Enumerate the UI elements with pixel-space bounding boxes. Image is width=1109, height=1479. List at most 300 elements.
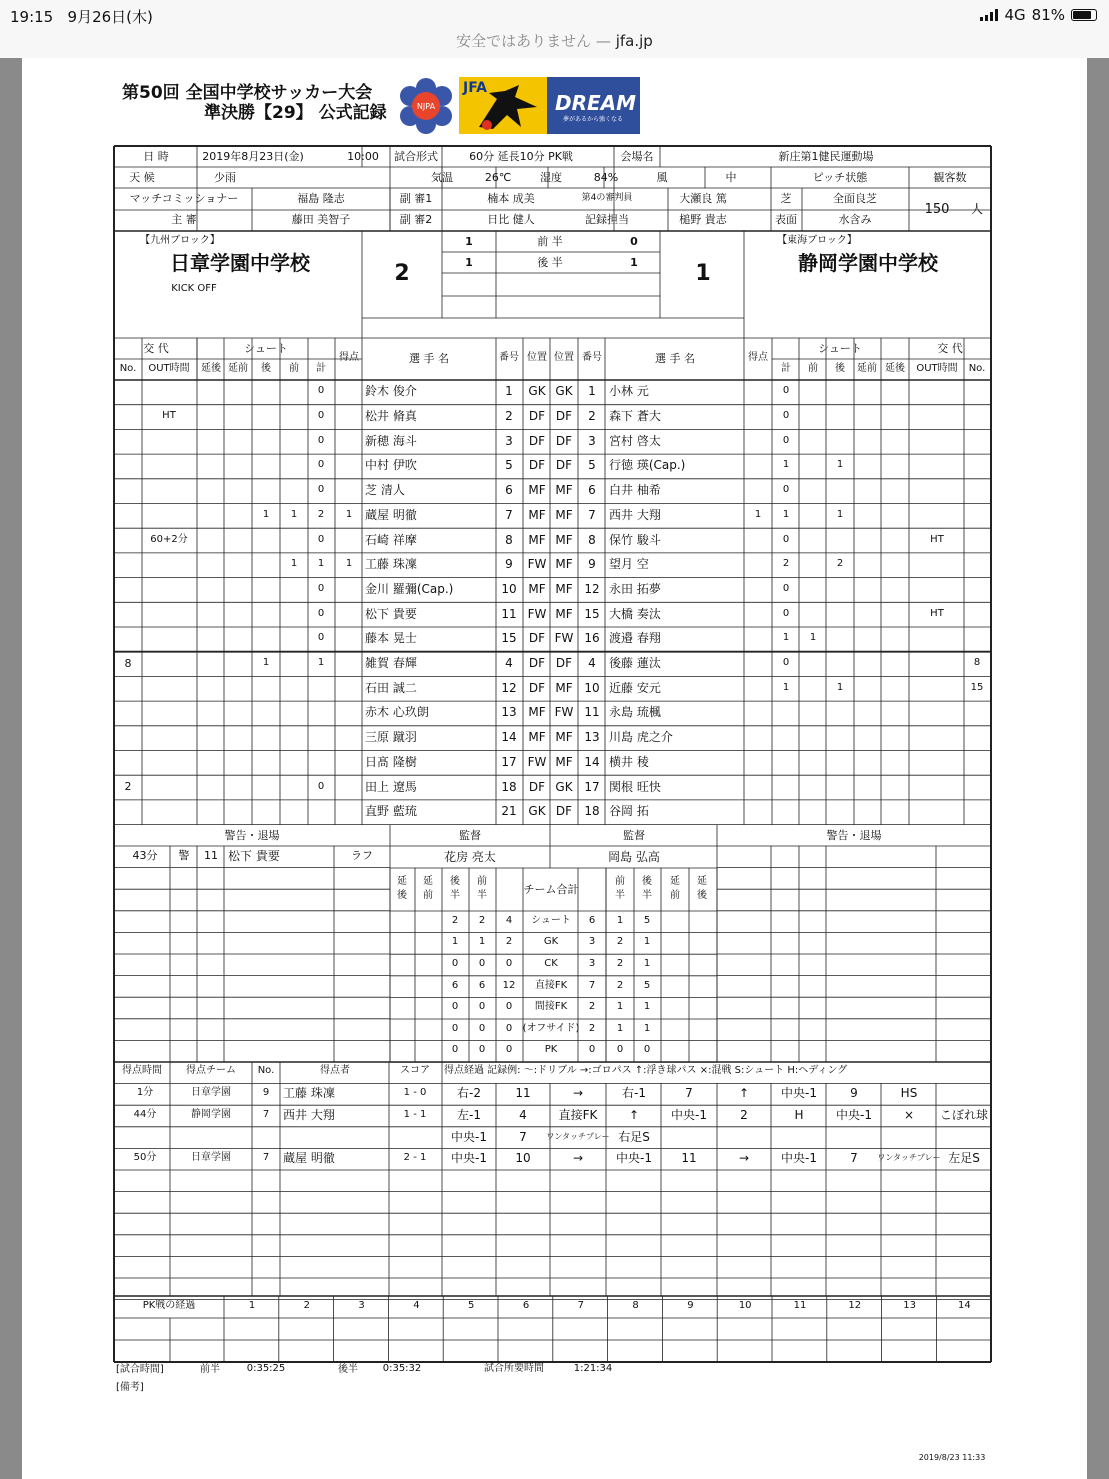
status-date: 9月26日(木) [67,8,153,26]
surface: 水含み [838,212,872,226]
home-shot-total: 0 [317,410,325,422]
totals-col-head: 前 [615,876,625,887]
away-player-num: 15 [584,606,600,621]
footer-total: 1:21:34 [573,1363,613,1374]
away-player-pos: DF [555,409,573,424]
goal-route-step: → [572,1151,584,1166]
turf-label: 芝 [780,191,792,205]
totals-col-head: 前 [477,876,487,887]
away-player-name: 関根 旺快 [609,779,661,794]
url-host: jfa.jp [615,32,653,50]
goal-route-step: 中央-1 [781,1151,817,1166]
away-player-pos: DF [555,804,573,819]
home-et1-col: 延前 [228,363,248,374]
home-player-num: 13 [501,705,517,720]
goal-route-step: 4 [519,1108,527,1122]
totals-home-total: 0 [505,1044,513,1056]
away-player-pos: MF [555,507,573,522]
totals-away-total: 7 [588,979,596,991]
goal-route-step: こぼれ球 [939,1108,989,1122]
goal-route-step: 中央-1 [451,1151,487,1166]
wind: 中 [725,170,737,184]
goal-route-header: 得点経過 記録例: 〜:ドリブル →:ゴロパス ↑:浮き球パス ×:混戦 S:シュート H:ヘディング [444,1065,848,1076]
away-player-name: 西井 大翔 [609,507,661,522]
card-type: 警 [178,849,190,863]
fourth-label: 第4の審判員 [581,192,633,203]
totals-away-total: 2 [588,1022,596,1034]
away-player-pos: MF [555,754,573,769]
h1-label: 前 半 [537,234,563,248]
home-player-name: 三原 蹴羽 [365,730,417,745]
home-player-pos: GK [528,804,546,819]
away-player-num: 5 [588,458,596,473]
home-player-num: 4 [505,656,513,671]
totals-away-h1: 2 [616,958,624,969]
title-line1: 第50回 全国中学校サッカー大会 [122,83,373,103]
home-total: 2 [394,261,410,286]
away-h1: 0 [630,234,638,248]
away-shot-h2: 2 [836,558,844,570]
away-player-pos: MF [555,680,573,695]
away-out-col: OUT時間 [916,363,958,374]
attendance: 150 [924,201,950,217]
home-out-time: 60+2分 [150,533,188,545]
away-player-pos: MF [555,730,573,745]
goal-route-step: 中央-1 [451,1129,487,1144]
goal-scorer-no: 9 [262,1087,270,1099]
away-manager: 岡島 弘高 [608,850,660,864]
humidity-label: 湿度 [540,170,562,184]
goal-scorer: 西井 大翔 [283,1108,335,1122]
goal-route-step: 11 [681,1151,697,1166]
away-player-pos: MF [555,581,573,596]
away-player-num: 16 [584,631,600,646]
away-player-name: 後藤 蓮汰 [609,656,661,671]
wind-label: 風 [656,170,668,184]
away-block: 【東海ブロック】 [777,235,857,246]
totals-col-head: 後 [697,890,707,901]
away-player-name: 森下 蒼大 [609,409,661,424]
totals-row-label: GK [543,936,559,948]
pk-label: PK戦の経過 [142,1300,196,1311]
goal-route-step: 左足S [948,1151,980,1166]
away-et1-col: 延前 [857,363,877,374]
away-player-num: 14 [584,754,600,769]
home-shot-total: 0 [317,632,325,644]
home-player-num: 1 [505,384,513,399]
goal-route-step: 左-1 [457,1108,481,1122]
weather: 少雨 [214,170,236,184]
away-shot-total: 0 [782,582,790,594]
home-no-col: No. [119,363,137,374]
home-shot-total: 0 [317,533,325,545]
goal-scorer: 蔵屋 明徹 [283,1151,335,1166]
home-player-num: 21 [501,804,517,819]
turf: 全面良芝 [833,191,877,205]
home-shot-total: 0 [317,484,325,496]
totals-home-h1: 0 [478,1001,486,1013]
home-player-pos: MF [528,483,546,498]
home-player-num: 11 [501,606,517,621]
totals-home-h2: 0 [451,958,459,969]
home-player-name: 直野 藍琉 [365,804,417,819]
home-shot-h2: 1 [262,657,270,669]
home-player-num: 15 [501,631,517,646]
home-player-num: 12 [501,680,517,695]
totals-home-h2: 2 [451,914,459,926]
totals-home-h1: 1 [478,936,486,948]
goal-route-step: 中央-1 [671,1108,707,1122]
jfa-text: JFA [463,80,488,96]
away-shot-total: 1 [782,632,790,644]
away-shot-total: 0 [782,410,790,422]
totals-away-total: 3 [588,958,596,969]
dream-sub: 夢があるから強くなる [563,116,624,123]
home-shot-total: 1 [317,558,325,570]
goal-route-step: 9 [850,1086,858,1101]
goal-route-step: 右足S [618,1129,650,1144]
away-player-num: 3 [588,433,596,448]
home-player-name: 日髙 隆樹 [365,754,417,769]
goal-route-step: ↑ [628,1108,640,1122]
home-player-pos: DF [528,631,546,646]
pitch-label: ピッチ状態 [812,170,868,184]
totals-home-total: 0 [505,1001,513,1013]
home-player-name: 松下 貴要 [365,606,417,621]
status-time: 19:15 [10,8,54,26]
away-player-name: 川島 虎之介 [609,730,673,745]
totals-home-h1: 6 [478,979,486,991]
away-player-pos: MF [555,606,573,621]
totals-col-head: 半 [477,890,487,901]
pk-col: 1 [248,1300,256,1311]
goal-scorer-header: 得点者 [320,1065,350,1076]
away-player-name: 谷岡 拓 [609,804,649,819]
away-player-num: 7 [588,507,596,522]
attendance-label: 観客数 [933,170,967,184]
totals-away-h2: 1 [643,1001,651,1013]
totals-home-h2: 0 [451,1044,459,1056]
totals-away-h1: 0 [616,1044,624,1056]
date-label: 日 時 [143,149,169,163]
away-shot-total: 1 [782,459,790,471]
totals-home-total: 12 [502,979,516,991]
goal-score-header: スコア [400,1065,430,1076]
away-shot-total: 0 [782,533,790,545]
home-player-pos: FW [527,606,547,621]
away-player-pos: GK [555,384,573,399]
pk-col: 11 [793,1300,807,1311]
totals-col-head: 後 [450,876,460,887]
home-player-pos: GK [528,384,546,399]
totals-col-head: 後 [642,876,652,887]
ar2: 日比 健人 [487,212,535,226]
away-shot-total: 1 [782,508,790,520]
home-player-num: 2 [505,409,513,424]
home-player-num: 17 [501,754,517,769]
goal-route-step: 7 [519,1129,527,1144]
footer-h2: 0:35:32 [382,1363,422,1374]
home-shot-total: 0 [317,582,325,594]
away-no-col: No. [968,363,986,374]
totals-away-h1: 2 [616,936,624,948]
pk-col: 7 [577,1300,584,1311]
away-shot-h1: 1 [809,632,817,644]
home-manager: 花房 亮太 [444,850,496,864]
away-player-num: 6 [588,483,596,498]
away-h2: 1 [630,255,638,269]
home-shot-total: 0 [317,607,325,619]
recorder-label: 記録担当 [585,212,629,226]
away-player-pos: DF [555,656,573,671]
battery-percent: 81% [1031,6,1065,24]
home-sub-no: 2 [124,780,132,794]
totals-col-head: 前 [670,890,680,901]
home-player-num: 3 [505,433,513,448]
totals-away-h2: 0 [643,1044,651,1056]
away-out-time: HT [930,533,944,545]
goal-route-step: 11 [515,1086,531,1101]
away-player-name: 横井 稜 [609,754,649,769]
away-player-pos: FW [554,631,574,646]
totals-home-total: 0 [505,1022,513,1034]
home-player-pos: DF [528,458,546,473]
totals-home-h1: 0 [478,1022,486,1034]
away-player-name: 大橋 奏汰 [609,606,661,621]
home-h2-col: 後 [261,363,271,374]
totals-home-h2: 1 [451,936,459,948]
away-manager-label: 監督 [623,828,645,842]
totals-away-h2: 5 [643,979,651,991]
pk-col: 6 [522,1300,530,1311]
totals-home-total: 4 [505,914,513,926]
pk-col: 14 [958,1300,971,1311]
h2-label: 後 半 [537,255,563,269]
footer-total-label: 試合所要時間 [484,1363,544,1374]
away-player-num: 8 [588,532,596,547]
totals-away-h1: 2 [616,979,624,991]
home-block: 【九州ブロック】 [140,235,220,246]
home-h1: 1 [465,234,473,248]
home-sub-no: 8 [124,656,132,670]
home-player-name: 藤本 晃士 [365,631,417,646]
away-goal-header: 得点 [748,352,768,363]
away-num-header: 番号 [582,352,602,363]
humidity: 84% [593,170,619,184]
away-name-header: 選 手 名 [655,351,695,365]
away-player-name: 行徳 瑛(Cap.) [609,458,686,473]
goal-team: 日章学園 [191,1152,231,1164]
goal-time-header: 得点時間 [122,1065,162,1076]
goal-route-step: 中央-1 [781,1086,817,1101]
pk-col: 8 [632,1300,639,1311]
referee-label: 主 審 [171,212,197,226]
home-player-name: 金川 羅彌(Cap.) [365,581,454,596]
away-player-name: 白井 柚希 [609,483,661,498]
home-player-pos: FW [527,557,547,572]
totals-col-head: 後 [397,890,407,901]
home-player-name: 田上 遼馬 [365,779,417,794]
goal-time: 44分 [133,1109,157,1120]
home-goals: 1 [345,558,353,570]
away-player-pos: FW [554,705,574,720]
goal-route-step: ↑ [738,1086,750,1101]
home-num-header: 番号 [499,352,519,363]
weather-label: 天 候 [129,170,155,184]
goal-score: 1 - 0 [403,1087,427,1099]
pk-col: 13 [903,1300,916,1311]
totals-row-label: PK [544,1044,558,1056]
totals-home-total: 2 [505,936,513,948]
totals-row-label: (オフサイド) [522,1022,580,1034]
totals-row-label: シュート [531,914,571,926]
pk-col: 5 [468,1300,475,1311]
goal-route-step: 中央-1 [616,1151,652,1166]
away-pos-header: 位置 [554,352,574,363]
home-shot-total: 0 [317,780,325,792]
home-player-pos: MF [528,705,546,720]
home-player-pos: DF [528,779,546,794]
home-player-num: 7 [505,507,513,522]
totals-away-h2: 1 [643,936,651,948]
home-player-num: 9 [505,557,513,572]
card-reason: ラフ [351,849,373,863]
goal-score: 1 - 1 [403,1109,427,1120]
goal-route-step: 直接FK [558,1108,598,1122]
totals-row-label: CK [544,958,558,969]
home-player-num: 10 [501,581,517,596]
totals-col-head: 延 [423,876,433,887]
away-cards-label: 警告・退場 [826,828,882,842]
pk-col: 12 [848,1300,862,1311]
home-player-pos: DF [528,656,546,671]
totals-home-h2: 0 [451,1022,459,1034]
home-cards-label: 警告・退場 [224,828,280,842]
totals-label: チーム合計 [523,882,579,896]
home-h1-col: 前 [289,363,299,374]
goal-team: 静岡学園 [191,1109,231,1120]
goal-route-step: 7 [685,1086,693,1101]
goal-route-step: ワンタッチプレー [546,1131,610,1141]
home-player-pos: FW [527,754,547,769]
home-player-name: 芝 清人 [365,483,405,498]
fourth-official: 大瀬良 篤 [679,191,727,205]
pk-col: 10 [738,1300,752,1311]
pk-col: 3 [358,1300,365,1311]
home-goal-header: 得点 [339,352,359,363]
home-player-num: 14 [501,730,517,745]
venue: 新庄第1健民運動場 [778,149,874,163]
goal-time: 1分 [136,1087,154,1099]
away-player-pos: DF [555,433,573,448]
home-player-name: 蔵屋 明徹 [365,507,417,522]
goal-scorer: 工藤 珠凜 [283,1086,335,1101]
home-manager-label: 監督 [459,828,481,842]
away-shot-total: 0 [782,657,790,669]
goal-route-step: 10 [515,1151,531,1166]
totals-col-head: 延 [697,876,707,887]
away-out-time: HT [930,607,944,619]
away-player-num: 17 [584,779,600,794]
away-player-name: 小林 元 [609,384,649,399]
home-shot-h1: 1 [290,508,298,520]
home-sub-header: 交 代 [143,341,169,355]
away-player-num: 9 [588,557,596,572]
totals-away-h2: 1 [643,1022,651,1034]
referee: 藤田 美智子 [291,212,351,226]
match-format: 60分 延長10分 PK戦 [469,149,573,163]
away-shot-h2: 1 [836,508,844,520]
away-shot-total: 0 [782,484,790,496]
away-player-pos: GK [555,779,573,794]
away-player-num: 12 [584,581,600,596]
away-shot-total: 0 [782,607,790,619]
ar2-label: 副 審2 [399,212,433,226]
totals-away-h1: 1 [616,1022,624,1034]
footer-h1-label: 前半 [200,1364,220,1375]
totals-away-total: 6 [588,914,596,926]
away-shot-total: 0 [782,385,790,397]
away-player-pos: MF [555,483,573,498]
away-goals: 1 [754,508,762,520]
totals-home-h2: 6 [451,979,459,991]
pk-col: 4 [413,1300,420,1311]
totals-col-head: 前 [423,890,433,901]
totals-away-total: 3 [588,936,596,948]
totals-away-h1: 1 [616,1001,624,1013]
dream-text: DREAM [555,91,637,115]
goal-time: 50分 [133,1152,157,1164]
network-label: 4G [1004,6,1026,24]
totals-away-h2: 1 [643,958,651,969]
card-time: 43分 [132,849,158,863]
totals-home-h2: 0 [451,1001,459,1013]
away-shot-h2: 1 [836,681,844,693]
goal-route-step: → [738,1151,750,1166]
home-player-num: 6 [505,483,513,498]
home-player-num: 18 [501,779,517,794]
attendance-unit: 人 [970,202,984,216]
totals-col-head: 半 [450,890,460,901]
away-player-pos: DF [555,458,573,473]
away-player-num: 11 [584,705,600,720]
totals-away-h2: 5 [643,914,651,926]
away-et2-col: 延後 [885,363,905,374]
totals-row-label: 直接FK [534,979,568,991]
home-team: 日章学園中学校 [170,251,310,275]
footer-time-label: [試合時間] [116,1364,164,1375]
totals-home-h1: 2 [478,914,486,926]
home-player-name: 新穂 海斗 [365,433,417,448]
commissioner-label: マッチコミッショナー [129,191,239,205]
goal-no-header: No. [257,1065,275,1076]
home-shot-h2: 1 [262,508,270,520]
goal-route-step: 2 [740,1108,748,1122]
temp: 26℃ [484,170,512,184]
card-player-name: 松下 貴要 [228,848,280,863]
away-h2-col: 後 [835,363,845,374]
venue-label: 会場名 [620,149,654,163]
footer-remarks-label: [備考] [116,1382,144,1393]
home-player-name: 工藤 珠凜 [365,557,417,572]
format-label: 試合形式 [394,149,438,163]
card-player-num: 11 [204,849,218,863]
goal-route-step: → [572,1086,584,1101]
totals-col-head: 延 [397,876,407,887]
totals-away-total: 0 [588,1044,596,1056]
home-out-col: OUT時間 [148,363,190,374]
away-shot-h2: 1 [836,459,844,471]
